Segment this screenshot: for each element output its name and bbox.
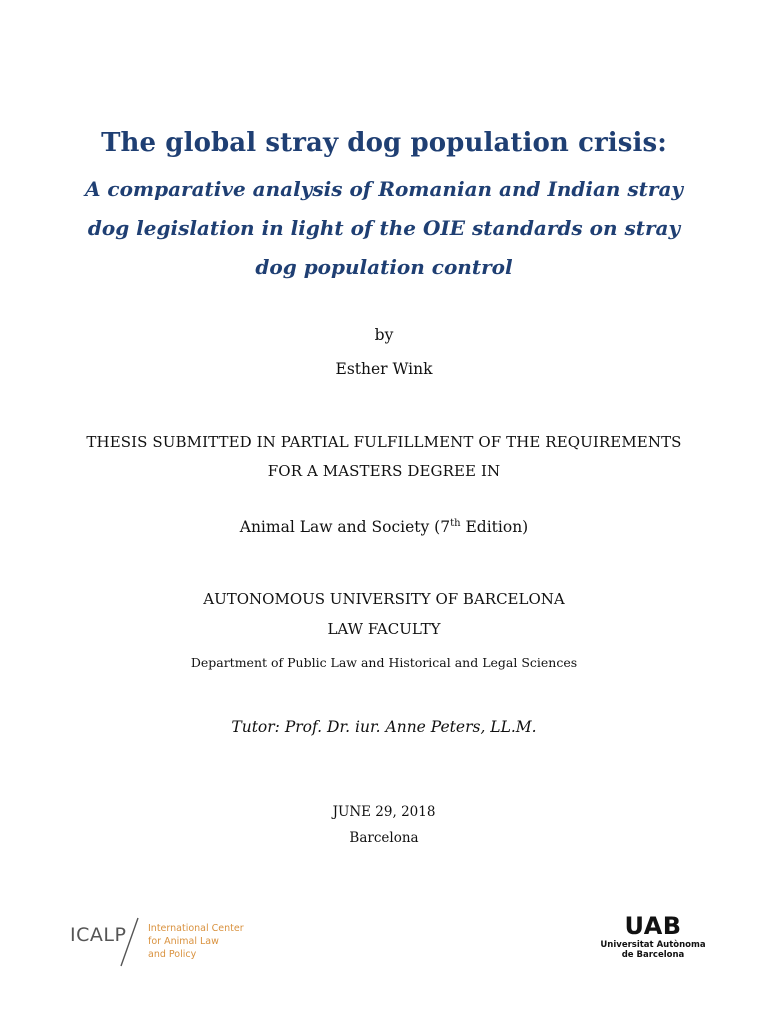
university-block: [0, 584, 768, 644]
icalp-slash-icon: [118, 916, 142, 968]
program-suffix: Edition): [460, 518, 529, 536]
author-name: Esther Wink: [335, 360, 433, 378]
faculty-name: LAW FACULTY: [327, 620, 441, 638]
subtitle-line: dog population control: [255, 255, 513, 279]
uab-logo-text-line: Universitat Autònoma: [600, 940, 706, 950]
thesis-statement-line: FOR A MASTERS DEGREE IN: [267, 462, 501, 480]
uab-logo-text: [588, 940, 718, 960]
submission-city: Barcelona: [349, 830, 419, 846]
program-prefix: Animal Law and Society (7: [239, 518, 451, 536]
subtitle-line: dog legislation in light of the OIE standards on stray: [87, 216, 681, 240]
icalp-logo-text-line: and Policy: [148, 949, 197, 960]
icalp-logo-mark: ICALP: [70, 924, 127, 946]
thesis-subtitle: [0, 170, 768, 287]
thesis-title: The global stray dog population crisis:: [101, 128, 667, 158]
university-name: AUTONOMOUS UNIVERSITY OF BARCELONA: [203, 590, 565, 608]
thesis-statement-line: THESIS SUBMITTED IN PARTIAL FULFILLMENT OF THE REQUIREMENTS: [86, 433, 682, 451]
thesis-statement: [0, 428, 768, 486]
icalp-logo-text-line: for Animal Law: [148, 936, 219, 947]
submission-date: JUNE 29, 2018: [332, 804, 436, 820]
uab-logo-text-line: de Barcelona: [621, 950, 685, 960]
degree-program: [0, 518, 768, 536]
by-label: by: [374, 326, 394, 344]
tutor-line: Tutor: Prof. Dr. iur. Anne Peters, LL.M.: [231, 718, 537, 736]
icalp-logo-text-line: International Center: [148, 923, 244, 934]
uab-logo-mark: UAB: [624, 912, 682, 940]
icalp-logo: [66, 912, 266, 968]
program-ordinal-suffix: th: [450, 518, 461, 529]
subtitle-line: A comparative analysis of Romanian and Indian stray: [84, 177, 684, 201]
icalp-logo-text: [148, 922, 244, 961]
uab-logo: [588, 912, 718, 972]
department-name: Department of Public Law and Historical and Legal Sciences: [190, 655, 578, 670]
